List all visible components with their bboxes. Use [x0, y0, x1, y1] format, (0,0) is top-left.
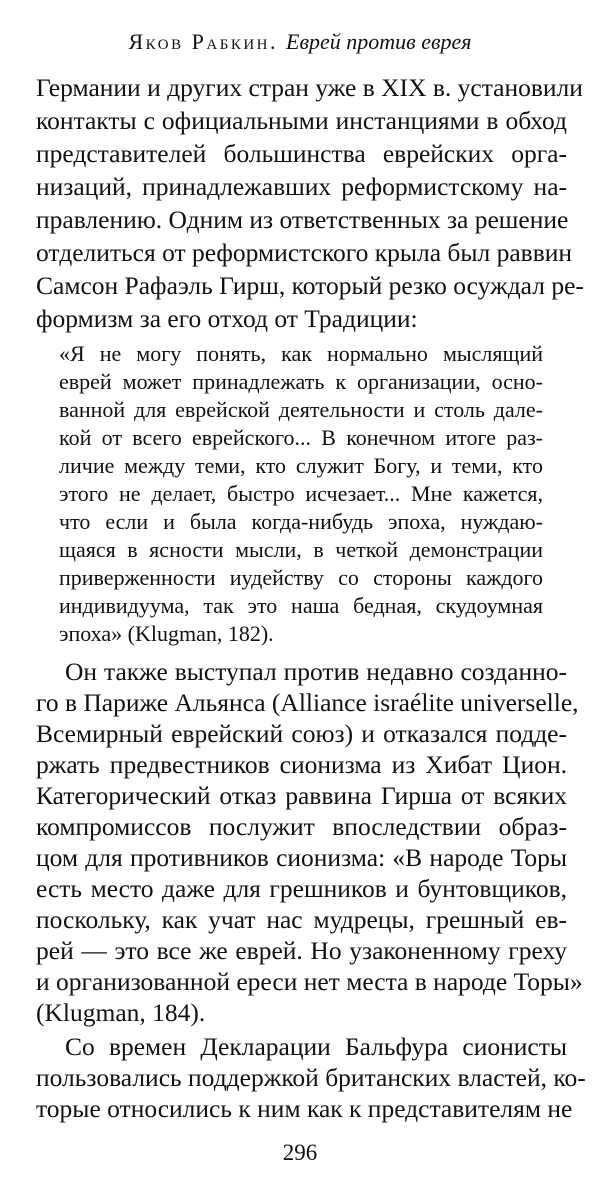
text-line: Он также выступал против недавно созданно- [65, 657, 567, 686]
running-head-author: Яков Рабкин. [128, 29, 278, 54]
running-head-title: Еврей против еврея [286, 29, 472, 54]
text-line: низаций, принадлежавших реформистскому на- [36, 172, 567, 201]
quote-line: что если и была когда-нибудь эпоха, нуждаю- [59, 509, 543, 534]
quote-line: личие между теми, кто служит Богу, и теми, кто [59, 453, 543, 478]
text-line: компромиссов послужит впоследствии образ- [36, 812, 567, 841]
text-line: контакты с официальными инстанциями в обход [36, 106, 567, 135]
quote-line: «Я не могу понять, как нормально мыслящий [59, 341, 543, 366]
text-line: представителей большинства еврейских орга- [36, 139, 567, 168]
text-line: Со времен Декларации Бальфура сионисты [65, 1032, 567, 1061]
text-line: правлению. Одним из ответственных за решение [36, 205, 569, 234]
text-line: поскольку, как учат нас мудрецы, грешный ев- [36, 905, 567, 934]
text-line: есть место даже для грешников и бунтовщиков, [36, 874, 567, 903]
quote-line: приверженности иудейству со стороны каждого [59, 565, 543, 590]
text-line: цом для противников сионизма: «В народе Торы [36, 843, 567, 872]
text-line: (Klugman, 184). [36, 998, 206, 1027]
text-line: отделиться от реформистского крыла был раввин [36, 238, 573, 267]
text-line: торые относились к ним как к представителям не [36, 1094, 573, 1123]
text-line: Германии и других стран уже в XIX в. установили [36, 73, 583, 102]
text-line: Самсон Рафаэль Гирш, который резко осуждал ре- [36, 271, 584, 300]
text-line: формизм за его отход от Традиции: [36, 304, 418, 333]
text-line: Всемирный еврейский союз) и отказался подде- [36, 719, 567, 748]
quote-line: кой от всего еврейского... В конечном итоге раз- [59, 425, 543, 450]
page-number: 296 [282, 1140, 318, 1165]
quote-line: щаяся в ясности мысли, в четкой демонстрации [59, 537, 543, 562]
text-line: пользовались поддержкой британских властей, ко- [36, 1063, 586, 1092]
running-head [30, 28, 570, 56]
quote-line: еврей может принадлежать к организации, осно- [59, 369, 543, 394]
quote-line: этого не делает, быстро исчезает... Мне кажется, [59, 481, 543, 506]
text-line: ржать предвестников сионизма из Хибат Цион. [36, 750, 567, 779]
text-line: Категорический отказ раввина Гирша от всяких [36, 781, 567, 810]
quote-line: индивидуума, так это наша бедная, скудоумная [59, 593, 543, 618]
quote-line: ванной для еврейской деятельности и столь дале- [59, 397, 543, 422]
text-line: рей — это все же еврей. Но узаконенному греху [36, 936, 567, 965]
text-line: го в Париже Альянса (Alliance israélite universelle, [36, 688, 579, 717]
quote-line: эпоха» (Klugman, 182). [59, 621, 274, 646]
text-line: и организованной ереси нет места в народе Торы» [36, 967, 583, 996]
